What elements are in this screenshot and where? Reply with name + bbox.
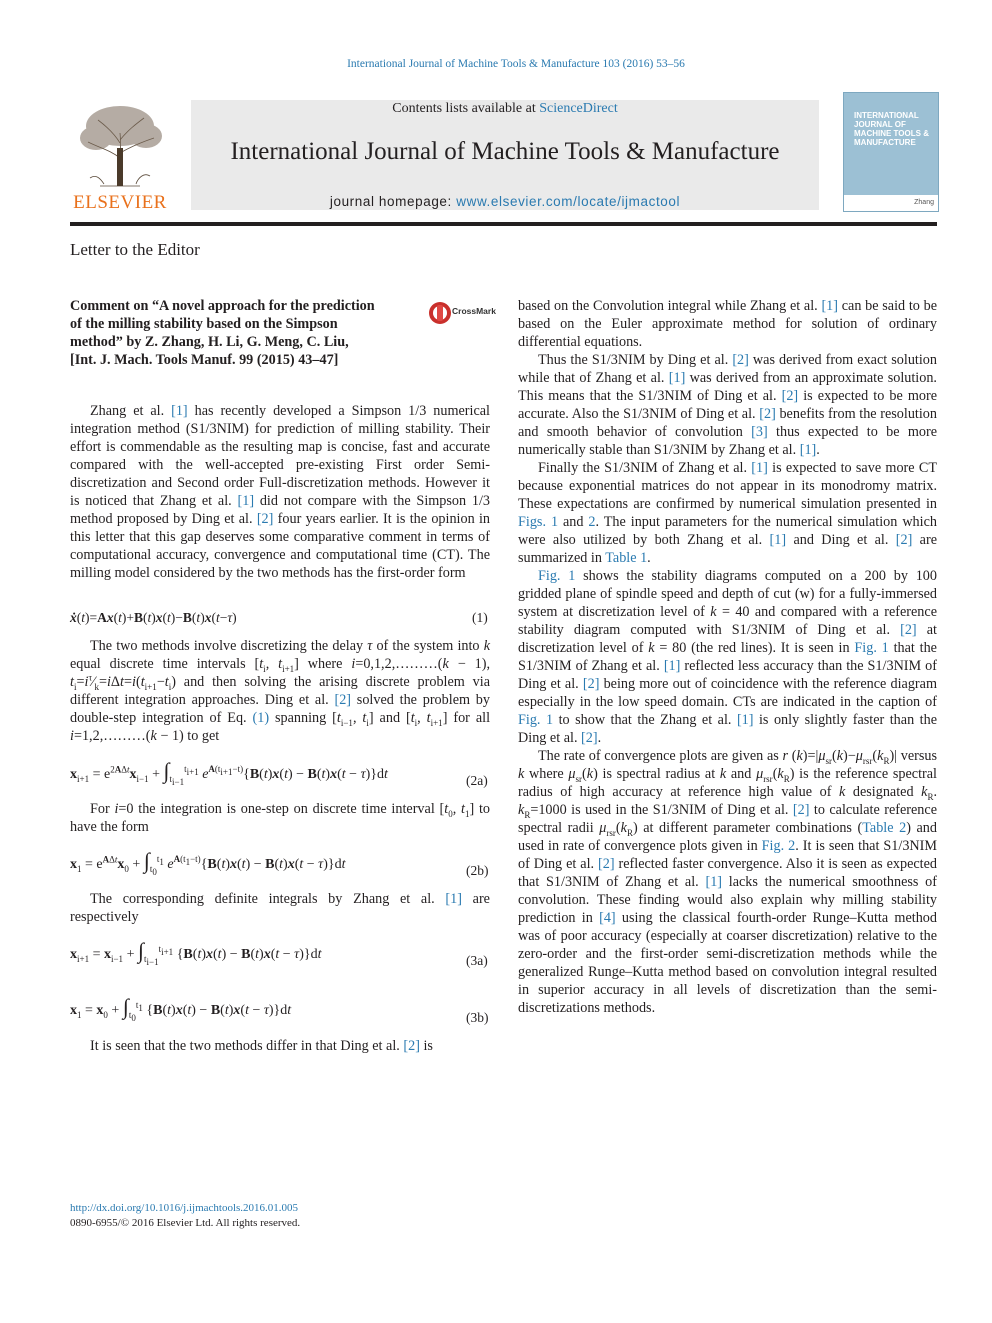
equation-1: ẋ(t)=Ax(t)+B(t)x(t)−B(t)x(t−τ) <box>70 610 237 625</box>
figure-link[interactable]: Fig. 1 <box>854 640 889 656</box>
journal-title: International Journal of Machine Tools & Manufacture <box>230 138 780 165</box>
header-rule <box>70 222 937 226</box>
figure-link[interactable]: 2 <box>588 514 596 530</box>
equation-2a: $x_{i+1} = e^{2A\Delta t}x_{i-1} + \int_{t_{i-1}}^{t_{i+1}}$ $e^{A(t_{i+1}-t)}\{B(t)x(t) - B(t)x(t - \tau)\}dt$ <box>70 758 388 787</box>
doi-link[interactable]: http://dx.doi.org/10.1016/j.ijmachtools.2016.01.005 <box>70 1202 299 1214</box>
citation-link[interactable]: [2] <box>900 622 917 638</box>
left-column-text <box>70 800 490 836</box>
contents-line <box>191 101 819 117</box>
left-column-text <box>70 637 490 745</box>
citation-link[interactable]: [2] <box>895 532 913 548</box>
paragraph: based on the Convolution integral while Zhang et al. [1] can be said to be based on the Euler approximate method for solution of ordinary differential equations. <box>518 298 938 350</box>
equation-number: (3b) <box>466 1010 489 1025</box>
equation-3b: $x_1 = x_0 + \int_{t_0}^{t_1}$ {B(t)x(t) − B(t)x(t − τ)}dt <box>70 994 292 1023</box>
homepage-line <box>191 194 819 209</box>
citation-link[interactable]: [2] <box>792 802 810 818</box>
cover-footer: Zhang <box>844 195 938 211</box>
contents-prefix: Contents lists available at <box>392 101 540 116</box>
crossmark-label: CrossMark <box>452 306 496 316</box>
equation-number: (1) <box>472 610 488 625</box>
equation-number: (3a) <box>466 953 488 968</box>
paragraph: Fig. 1 shows the stability diagrams computed on a 200 by 100 gridded plane of spindle speed and depth of cut (w) for a fully-immersed system at discretization level of k = 40 and compared with a reference stability diagram computed with S1/3NIM of Ding et al. [2] at discretization level of k = 80 (the red lines). It is seen in Fig. 1 that the S1/3NIM of Zhang et al. [1] reflected less accuracy than the S1/3NIM of Ding et al. [2] being more out of coincidence with the reference diagram especially in the low speed domain. CTs are indicated in the caption of Fig. 1 to show that the Zhang et al. [1] is only slightly faster than the Ding et al. [2]. <box>518 568 937 746</box>
equation-2b: $x_1 = e^{A\Delta t}x_0 + \int_{t_0}^{t_1}$ $e^{A(t_1-t)}\{B(t)x(t) - B(t)x(t - \tau)\}dt$ <box>70 848 346 877</box>
figure-link[interactable]: Fig. 1 <box>518 712 554 728</box>
citation-link[interactable]: [1] <box>445 891 462 907</box>
paragraph: Zhang et al. [1] has recently developed a Simpson 1/3 numerical integration method (S1/3NIM) for prediction of milling stability. Their effort is commendable as the resulting map is concise, fast and accurate compared with the well-accepted pre-existing First order Semi-discretization and Second order Full-discretization methods. However it is noticed that Zhang et al. [1] did not compare with the Simpson 1/3 method proposed by Ding et al. [2] four years earlier. It is the opinion in this letter that this gap deserves some comparative comment in terms of computational accuracy, convergence and computational time (CT). The milling model considered by the two methods has the first-order form <box>70 403 491 581</box>
figure-link[interactable]: Fig. 2 <box>761 838 796 854</box>
citation-link[interactable]: [2] <box>581 730 598 746</box>
cover-title: INTERNATIONAL JOURNAL OF MACHINE TOOLS & MANUFACTURE <box>854 111 929 147</box>
right-column-text <box>518 297 937 1017</box>
paragraph: The corresponding definite integrals by Zhang et al. [1] are respectively <box>70 891 490 925</box>
paragraph: It is seen that the two methods differ in that Ding et al. [2] is <box>90 1038 433 1054</box>
citation-link[interactable]: [1] <box>751 460 768 476</box>
paragraph: Finally the S1/3NIM of Zhang et al. [1] is expected to save more CT because exponential matrices do not appear in its monodromy matrix. These expectations are confirmed by numerical simulation presented in Figs. 1 and 2. The input parameters for the numerical simulation which were also utilized by both Zhang et al. [1] and Ding et al. [2] are summarized in Table 1. <box>518 460 937 566</box>
citation-link[interactable]: [1] <box>171 403 188 419</box>
issn-copyright: 0890-6955/© 2016 Elsevier Ltd. All rights reserved. <box>70 1217 301 1229</box>
citation-link[interactable]: [2] <box>334 692 352 708</box>
citation-link[interactable]: [2] <box>256 511 274 527</box>
equation-number: (2b) <box>466 863 489 878</box>
citation-link[interactable]: [1] <box>821 298 838 314</box>
equation-link[interactable]: (1) <box>252 710 270 726</box>
left-column-text <box>70 1037 490 1055</box>
homepage-prefix: journal homepage: <box>329 194 457 209</box>
citation-link[interactable]: [2] <box>598 856 615 872</box>
article-title: Comment on “A novel approach for the prediction of the milling stability based on the Simpson method” by Z. Zhang, H. Li, G. Meng, C. Liu, [Int. J. Mach. Tools Manuf. 99 (2015) 43–47] <box>70 298 375 368</box>
figure-link[interactable]: Figs. 1 <box>518 514 559 530</box>
citation-link[interactable]: [1] <box>663 658 681 674</box>
citation-link[interactable]: [1] <box>705 874 723 890</box>
paragraph: For i=0 the integration is one-step on discrete time interval [$t_0$, $t_1$] to have the form <box>70 801 490 835</box>
citation-link[interactable]: [2] <box>403 1038 420 1054</box>
table-link[interactable]: Table 1 <box>605 550 648 566</box>
citation-link[interactable]: [1] <box>237 493 255 509</box>
citation-link[interactable]: [1] <box>769 532 787 548</box>
citation-link[interactable]: [4] <box>599 910 616 926</box>
journal-cover-image[interactable] <box>843 92 939 212</box>
citation-link[interactable]: [2] <box>759 406 776 422</box>
citation-link[interactable]: [2] <box>732 352 749 368</box>
citation-link[interactable]: [1] <box>668 370 686 386</box>
paragraph: The two methods involve discretizing the delay τ of the system into k equal discrete time intervals [$t_i$, $t_{i+1}$] where i=0,1,2,………(k − 1), $t_i=i^\tau⁄_k=i\Delta t=i(t_{i+1}-t_i)$ and then solving the arising discrete problem via different integration approaches. Ding et al. [2] solved the problem by double-step integration of Eq. (1) spanning [$t_{i-1}$, $t_i$] and [$t_i$, $t_{i+1}$] for all i=1,2,………(k − 1) to get <box>70 638 491 744</box>
left-column-text <box>70 402 490 582</box>
publisher-logo-text[interactable]: ELSEVIER <box>73 192 167 213</box>
citation-link[interactable]: [1] <box>799 442 817 458</box>
citation-link[interactable]: [1] <box>736 712 754 728</box>
paragraph: The rate of convergence plots are given as r $(k)=|\mu_{sr}(k)-\mu_{rsr}(k_R)|$ versus k where $\mu_{sr}(k)$ is spectral radius at k and $\mu_{rsr}(k_R)$ is the reference spectral radius of high accuracy at reference high value of k designated $k_R$. $k_R=1000$ is used in the S1/3NIM of Ding et al. [2] to calculate reference spectral radii $\mu_{rsr}(k_R)$ at different parameter combinations (Table 2) and used in rate of convergence plots given in Fig. 2. It is seen that S1/3NIM of Ding et al. [2] reflected faster convergence. Also it is seen as expected that S1/3NIM of Zhang et al. [1] lacks the numerical smoothness of convolution. These finding would also explain why milling stability prediction in [4] using the classical fourth-order Runge–Kutta method was of poor accuracy (especially at coarser discretization) relative to the zero-order and the first-order semi-discretization methods while the generalized Runge–Kutta method based on convolution integral resulted in superior accuracy in all levels of discretization than the semi-discretizations methods. <box>518 748 937 1016</box>
citation-link[interactable]: [2] <box>582 676 600 692</box>
citation-link[interactable]: [3] <box>751 424 768 440</box>
paragraph: Thus the S1/3NIM by Ding et al. [2] was derived from exact solution while that of Zhang et al. [1] was derived from an approximate solution. This means that the S1/3NIM of Ding et al. [2] is expected to be more accurate. Also the S1/3NIM of Ding et al. [2] benefits from the resolution and smooth behavior of convolution [3] thus expected to be more numerically stable than S1/3NIM by Zhang et al. [1]. <box>518 352 937 458</box>
citation-link[interactable]: [2] <box>781 388 799 404</box>
homepage-link[interactable]: www.elsevier.com/locate/ijmactool <box>456 194 681 209</box>
sciencedirect-link[interactable]: ScienceDirect <box>539 101 618 116</box>
figure-link[interactable]: Fig. 1 <box>538 568 576 584</box>
equation-number: (2a) <box>466 773 488 788</box>
journal-citation[interactable]: International Journal of Machine Tools & Manufacture 103 (2016) 53–56 <box>347 58 685 70</box>
left-column-text <box>70 890 490 926</box>
section-label: Letter to the Editor <box>70 240 200 259</box>
table-link[interactable]: Table 2 <box>862 820 907 836</box>
equation-3a: $x_{i+1} = x_{i-1} + \int_{t_{i-1}}^{t_{i+1}}$ {B(t)x(t) − B(t)x(t − τ)}dt <box>70 938 322 967</box>
